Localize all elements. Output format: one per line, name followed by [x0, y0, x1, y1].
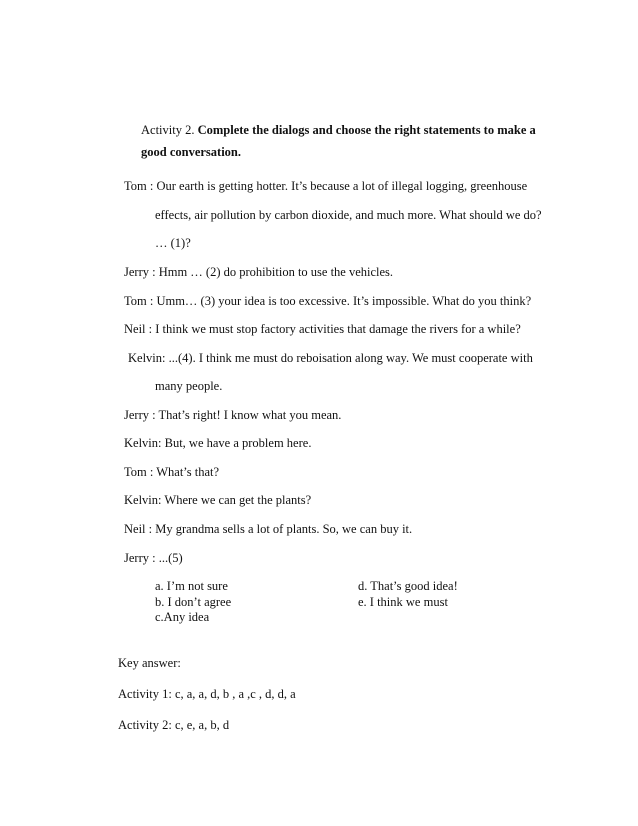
dialog-line: Neil : My grandma sells a lot of plants. So, we can buy it.	[124, 522, 413, 536]
key-answer-activity1: Activity 1: c, a, a, d, b , a ,c , d, d, a	[118, 687, 296, 701]
option-b: b. I don’t agree	[155, 595, 232, 609]
dialog-line: Tom : Umm… (3) your idea is too excessive. It’s impossible. What do you think?	[124, 294, 532, 308]
activity-heading	[141, 124, 536, 137]
dialog-line: Kelvin: Where we can get the plants?	[124, 493, 312, 507]
dialog-line: Neil : I think we must stop factory activities that damage the rivers for a while?	[124, 322, 521, 336]
key-answer-activity2: Activity 2: c, e, a, b, d	[118, 718, 230, 732]
dialog-line: Jerry : That’s right! I know what you mean.	[124, 408, 342, 422]
activity-label: Activity 2.	[141, 123, 195, 137]
dialog-line: effects, air pollution by carbon dioxide, and much more. What should we do?	[155, 208, 542, 222]
activity-instruction-line1: Complete the dialogs and choose the right statements to make a	[197, 123, 536, 137]
dialog-line: Tom : Our earth is getting hotter. It’s because a lot of illegal logging, greenhouse	[124, 179, 528, 193]
dialog-line: … (1)?	[155, 236, 191, 250]
dialog-line: Kelvin: ...(4). I think me must do reboisation along way. We must cooperate with	[128, 351, 533, 365]
option-a: a. I’m not sure	[155, 579, 228, 593]
activity-instruction-line2: good conversation.	[141, 145, 241, 159]
dialog-line: Tom : What’s that?	[124, 465, 220, 479]
option-e: e. I think we must	[358, 595, 448, 609]
option-c: c.Any idea	[155, 610, 210, 624]
key-answer-title: Key answer:	[118, 656, 181, 670]
dialog-line: Kelvin: But, we have a problem here.	[124, 436, 312, 450]
dialog-line: Jerry : ...(5)	[124, 551, 183, 565]
dialog-line: many people.	[155, 379, 223, 393]
dialog-line: Jerry : Hmm … (2) do prohibition to use the vehicles.	[124, 265, 394, 279]
option-d: d. That’s good idea!	[358, 579, 458, 593]
